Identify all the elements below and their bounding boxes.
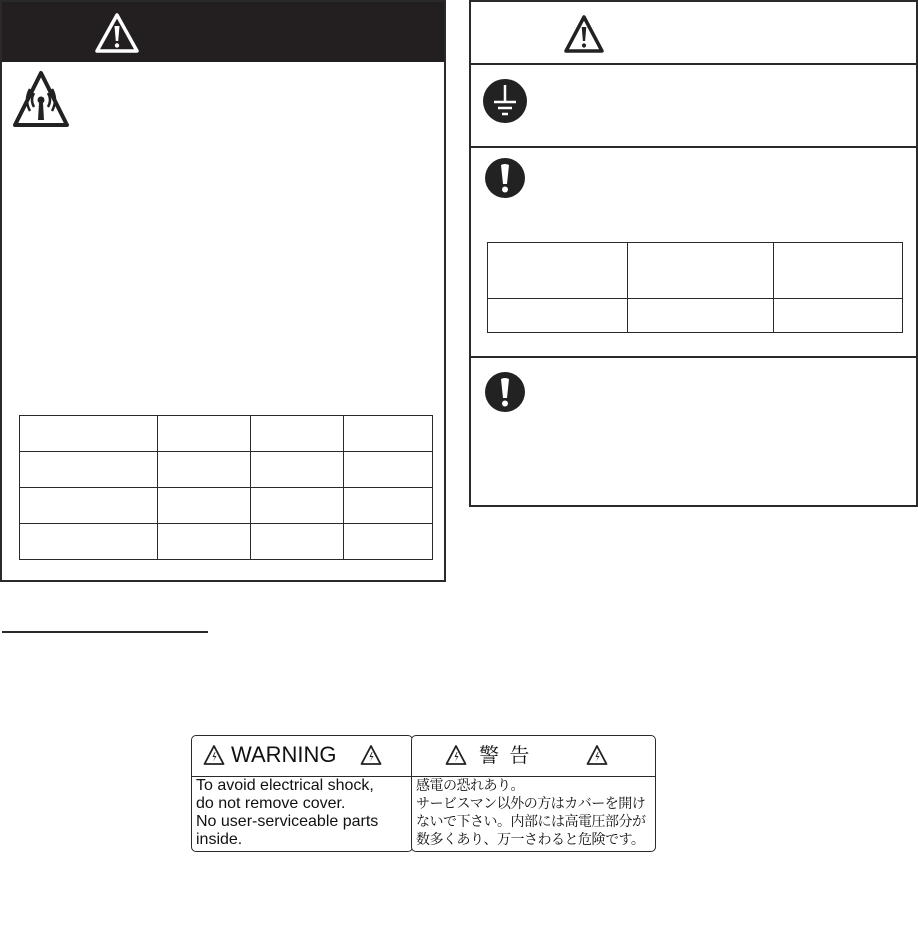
table-cell bbox=[344, 416, 433, 452]
label-line: do not remove cover. bbox=[196, 795, 346, 812]
table-cell bbox=[20, 416, 158, 452]
table-cell bbox=[158, 452, 251, 488]
table-cell bbox=[158, 524, 251, 560]
table-row bbox=[20, 452, 433, 488]
caution-triangle-icon bbox=[563, 14, 605, 59]
table-row bbox=[20, 524, 433, 560]
table-cell bbox=[774, 243, 903, 299]
table-cell bbox=[158, 488, 251, 524]
section-divider bbox=[471, 146, 916, 148]
caution-header bbox=[471, 2, 916, 65]
table-cell bbox=[20, 452, 158, 488]
table-cell bbox=[20, 524, 158, 560]
table-cell bbox=[251, 416, 344, 452]
warning-triangle-icon bbox=[94, 12, 140, 59]
section-underline bbox=[2, 631, 208, 633]
japanese-warning-label bbox=[411, 735, 656, 852]
mandatory-action-icon bbox=[484, 371, 526, 418]
label-line: ないで下さい。内部には高電圧部分が bbox=[416, 814, 646, 830]
warning-header bbox=[2, 2, 444, 62]
label-title: WARNING bbox=[231, 742, 337, 767]
label-line: No user-serviceable parts bbox=[196, 813, 379, 830]
table-cell bbox=[488, 243, 628, 299]
electric-shock-triangle-icon bbox=[586, 744, 608, 771]
table-cell bbox=[251, 524, 344, 560]
caution-box bbox=[469, 0, 918, 507]
label-body bbox=[196, 777, 378, 849]
label-title: 警 告 bbox=[479, 743, 532, 767]
table-cell bbox=[251, 488, 344, 524]
table-cell bbox=[774, 299, 903, 333]
table-cell bbox=[344, 524, 433, 560]
ground-icon bbox=[482, 78, 528, 129]
label-header bbox=[412, 736, 655, 777]
caution-data-table bbox=[487, 242, 903, 333]
label-line: inside. bbox=[196, 831, 243, 848]
label-body bbox=[416, 777, 646, 849]
table-cell bbox=[251, 452, 344, 488]
table-row bbox=[488, 299, 903, 333]
table-cell bbox=[628, 299, 774, 333]
electric-shock-triangle-icon bbox=[445, 744, 467, 771]
table-cell bbox=[20, 488, 158, 524]
table-row bbox=[20, 416, 433, 452]
label-line: To avoid electrical shock, bbox=[196, 777, 374, 794]
table-row bbox=[20, 488, 433, 524]
label-line: 感電の恐れあり。 bbox=[416, 778, 524, 794]
radio-wave-hazard-icon bbox=[12, 70, 70, 133]
label-line: サービスマン以外の方はカバーを開け bbox=[416, 796, 646, 812]
warning-box bbox=[0, 0, 446, 582]
table-cell bbox=[628, 243, 774, 299]
mandatory-action-icon bbox=[484, 157, 526, 204]
label-line: 数多くあり、万一さわると危険です。 bbox=[416, 832, 645, 848]
warning-data-table bbox=[19, 415, 433, 560]
table-cell bbox=[488, 299, 628, 333]
table-cell bbox=[158, 416, 251, 452]
electric-shock-triangle-icon bbox=[203, 744, 225, 771]
section-divider bbox=[471, 356, 916, 358]
table-cell bbox=[344, 452, 433, 488]
label-header bbox=[192, 736, 412, 777]
table-cell bbox=[344, 488, 433, 524]
table-row bbox=[488, 243, 903, 299]
electric-shock-triangle-icon bbox=[360, 744, 382, 771]
english-warning-label bbox=[191, 735, 413, 852]
